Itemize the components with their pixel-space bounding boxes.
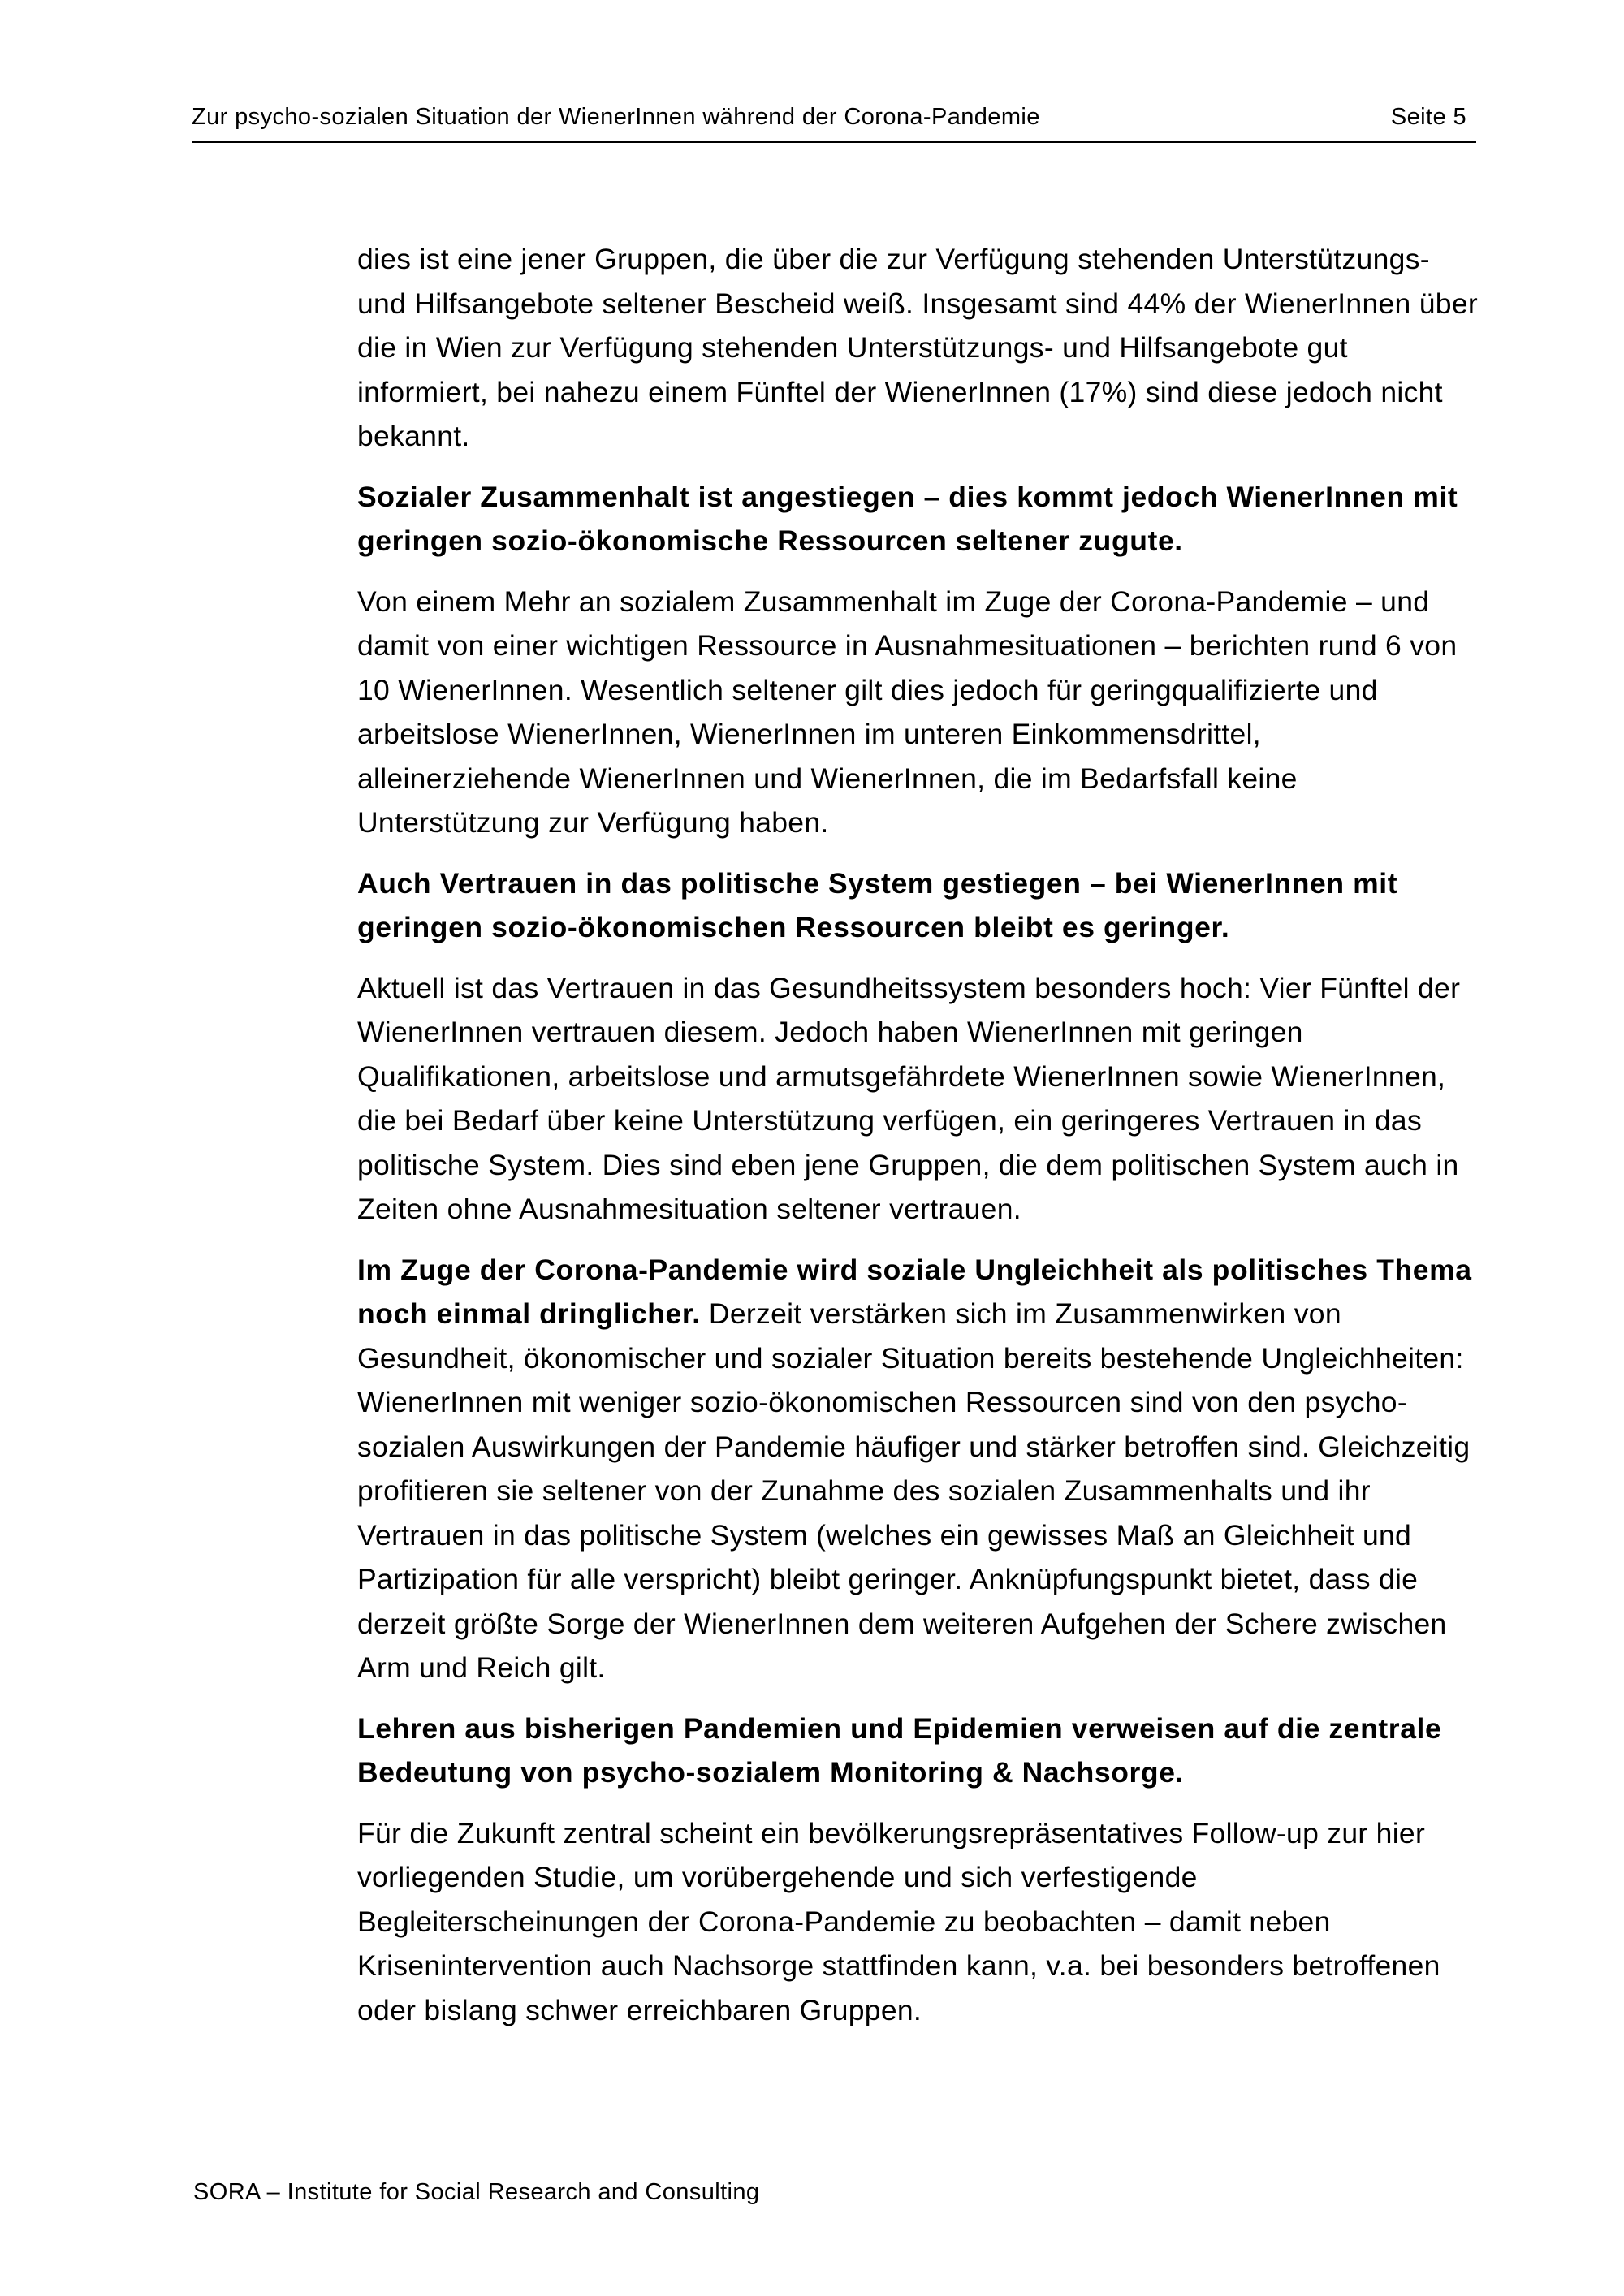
section-heading-social-cohesion: Sozialer Zusammenhalt ist angestiegen – dies kommt jedoch WienerInnen mit geringen sozio-ökonomische Ressourcen seltener zugute. [357,480,1458,557]
section-heading-political-trust: Auch Vertrauen in das politische System gestiegen – bei WienerInnen mit geringen sozio-ökonomischen Ressourcen bleibt es geringer. [357,866,1398,943]
header-title: Zur psycho-sozialen Situation der WienerInnen während der Corona-Pandemie [192,104,1040,130]
body-paragraph-3: Aktuell ist das Vertrauen in das Gesundheitssystem besonders hoch: Vier Fünftel der WienerInnen vertrauen diesem. Jedoch haben WienerInnen mit geringen Qualifikationen, arbeitslose und armutsgefährdete WienerInnen sowie WienerInnen, die bei Bedarf über keine Unterstützung verfügen, ein geringeres Vertrauen in das politische System. Dies sind eben jene Gruppen, die dem politischen System auch in Zeiten ohne Ausnahmesituation seltener vertrauen. [357,971,1461,1225]
document-body [357,237,1478,2048]
body-paragraph-2: Von einem Mehr an sozialem Zusammenhalt im Zuge der Corona-Pandemie – und damit von einer wichtigen Ressource in Ausnahmesituationen – berichten rund 6 von 10 WienerInnen. Wesentlich seltener gilt dies jedoch für geringqualifizierte und arbeitslose WienerInnen, WienerInnen im unteren Einkommensdrittel, alleinerziehende WienerInnen und WienerInnen, die im Bedarfsfall keine Unterstützung zur Verfügung haben. [357,585,1458,839]
page-header [192,102,1476,143]
page-footer: SORA – Institute for Social Research and Consulting [193,2179,760,2205]
body-paragraph-4: Für die Zukunft zentral scheint ein bevölkerungsrepräsentatives Follow-up zur hier vorliegenden Studie, um vorübergehende und sich verfestigende Begleiterscheinungen der Corona-Pandemie zu beobachten – damit neben Krisenintervention auch Nachsorge stattfinden kann, v.a. bei besonders betroffenen oder bislang schwer erreichbaren Gruppen. [357,1816,1440,2026]
inline-heading-inequality: Im Zuge der Corona-Pandemie wird soziale Ungleichheit als politisches Thema noch einmal dringlicher. [357,1253,1472,1330]
body-paragraph-inequality [357,1248,1478,1690]
page-number: Seite 5 [1390,104,1466,130]
body-paragraph-1: dies ist eine jener Gruppen, die über die zur Verfügung stehenden Unterstützungs- und Hilfsangebote seltener Bescheid weiß. Insgesamt sind 44% der WienerInnen über die in Wien zur Verfügung stehenden Unterstützungs- und Hilfsangebote gut informiert, bei nahezu einem Fünftel der WienerInnen (17%) sind diese jedoch nicht bekannt. [357,243,1478,452]
inequality-text: Derzeit verstärken sich im Zusammenwirken von Gesundheit, ökonomischer und sozialer Situation bereits bestehende Ungleichheiten: WienerInnen mit weniger sozio-ökonomischen Ressourcen sind von den psycho-sozialen Auswirkungen der Pandemie häufiger und stärker betroffen sind. Gleichzeitig profitieren sie seltener von der Zunahme des sozialen Zusammenhalts und ihr Vertrauen in das politische System (welches ein gewisses Maß an Gleichheit und Partizipation für alle verspricht) bleibt geringer. Anknüpfungspunkt bietet, dass die derzeit größte Sorge der WienerInnen dem weiteren Aufgehen der Schere zwischen Arm und Reich gilt. [357,1297,1471,1684]
section-heading-lessons: Lehren aus bisherigen Pandemien und Epidemien verweisen auf die zentrale Bedeutung von psycho-sozialem Monitoring & Nachsorge. [357,1711,1442,1789]
